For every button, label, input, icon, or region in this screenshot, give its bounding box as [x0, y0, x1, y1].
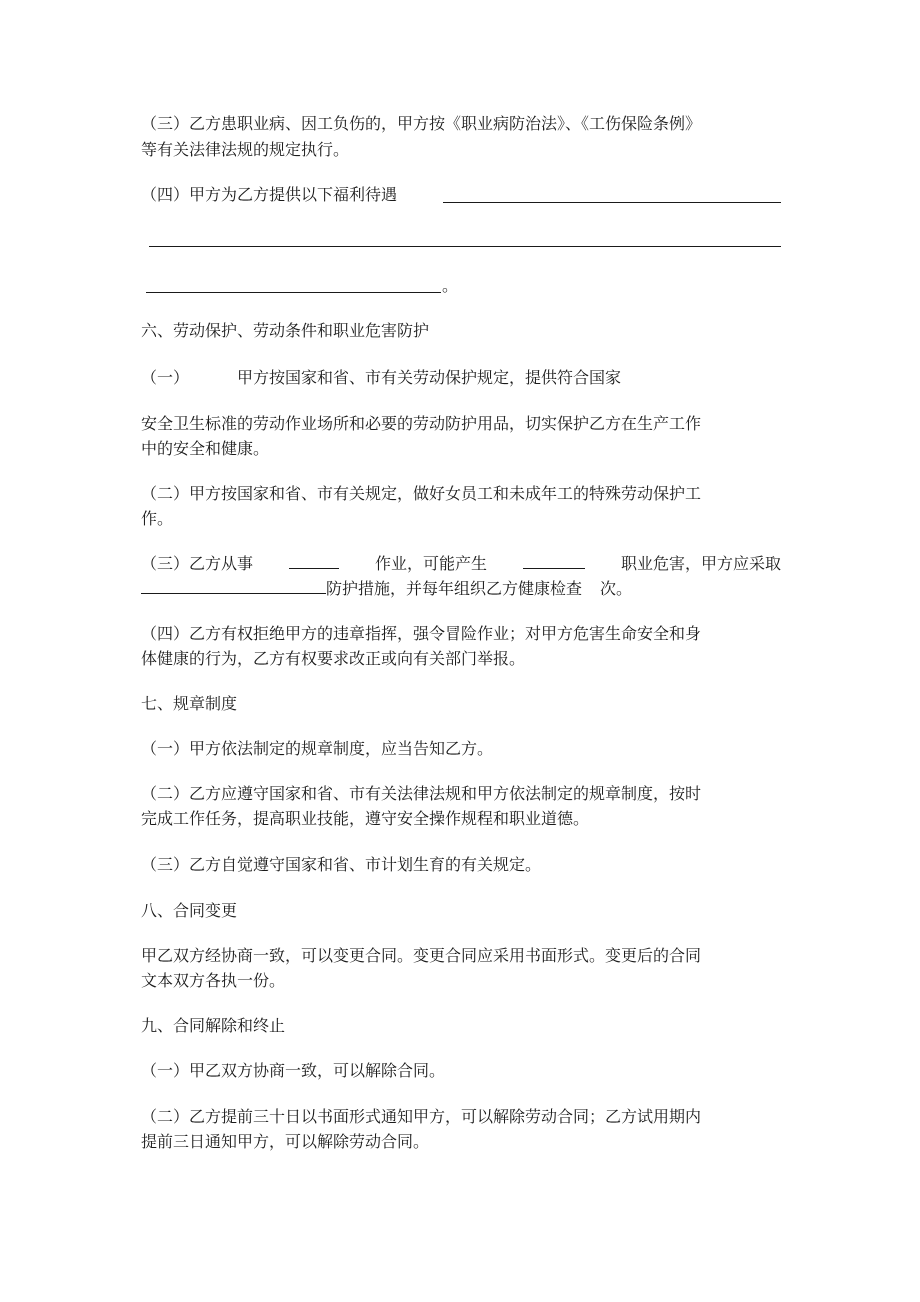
clause-7-3: （三）乙方自觉遵守国家和省、市计划生育的有关规定。 — [141, 855, 542, 874]
clause-6-1-text: 甲方按国家和省、市有关劳动保护规定，提供符合国家 — [237, 368, 622, 387]
clause-6-4-line-1: （四）乙方有权拒绝甲方的违章指挥，强令冒险作业；对甲方危害生命安全和身 — [141, 624, 702, 643]
clause-6-2-line-1: （二）甲方按国家和省、市有关规定，做好女员工和未成年工的特殊劳动保护工 — [141, 484, 702, 503]
fill-blank-welfare-1 — [443, 202, 781, 203]
clause-6-3-part-c: 职业危害，甲方应采取 — [620, 554, 781, 573]
fill-blank-welfare-2 — [149, 246, 781, 247]
clause-5-4-text: （四）甲方为乙方提供以下福利待遇 — [141, 185, 398, 204]
clause-6-2-line-2: 作。 — [141, 509, 174, 528]
clause-5-3-line-2: 等有关法律法规的规定执行。 — [141, 140, 350, 159]
clause-9-1: （一）甲乙双方协商一致，可以解除合同。 — [141, 1061, 446, 1080]
section-9-heading: 九、合同解除和终止 — [141, 1016, 286, 1035]
clause-6-4-line-2: 体健康的行为，乙方有权要求改正或向有关部门举报。 — [141, 649, 526, 668]
clause-6-3-part-a: （三）乙方从事 — [141, 554, 254, 573]
clause-6-1-line-2: 安全卫生标准的劳动作业场所和必要的劳动防护用品，切实保护乙方在生产工作 — [141, 414, 702, 433]
clause-7-1: （一）甲方依法制定的规章制度，应当告知乙方。 — [141, 739, 494, 758]
clause-6-1-number: （一） — [141, 368, 190, 387]
section-8-heading: 八、合同变更 — [141, 901, 238, 920]
clause-6-3-part-d: 防护措施，并每年组织乙方健康检查 — [326, 579, 583, 598]
section-7-heading: 七、规章制度 — [141, 694, 238, 713]
fill-blank-work-type — [289, 554, 339, 569]
clause-5-3-line-1: （三）乙方患职业病、因工负伤的，甲方按《职业病防治法》、《工伤保险条例》 — [141, 114, 702, 133]
clause-6-3-line-2 — [141, 579, 632, 599]
clause-7-2-line-2: 完成工作任务，提高职业技能，遵守安全操作规程和职业道德。 — [141, 809, 590, 828]
clause-9-2-line-2: 提前三日通知甲方，可以解除劳动合同。 — [141, 1132, 430, 1151]
clause-5-4-end: 。 — [442, 276, 459, 295]
clause-6-1-line-3: 中的安全和健康。 — [141, 439, 270, 458]
clause-6-3-part-e: 次。 — [600, 579, 633, 598]
fill-blank-hazard — [523, 554, 585, 569]
fill-blank-protection — [141, 579, 326, 594]
clause-9-2-line-1: （二）乙方提前三十日以书面形式通知甲方，可以解除劳动合同；乙方试用期内 — [141, 1107, 702, 1126]
clause-6-3-line-1 — [141, 554, 781, 574]
fill-blank-welfare-3 — [146, 292, 441, 293]
clause-7-2-line-1: （二）乙方应遵守国家和省、市有关法律法规和甲方依法制定的规章制度，按时 — [141, 784, 702, 803]
section-8-body-line-1: 甲乙双方经协商一致，可以变更合同。变更合同应采用书面形式。变更后的合同 — [141, 946, 702, 965]
section-8-body-line-2: 文本双方各执一份。 — [141, 971, 286, 990]
clause-6-3-part-b: 作业，可能产生 — [374, 554, 487, 573]
section-6-heading: 六、劳动保护、劳动条件和职业危害防护 — [141, 321, 430, 340]
